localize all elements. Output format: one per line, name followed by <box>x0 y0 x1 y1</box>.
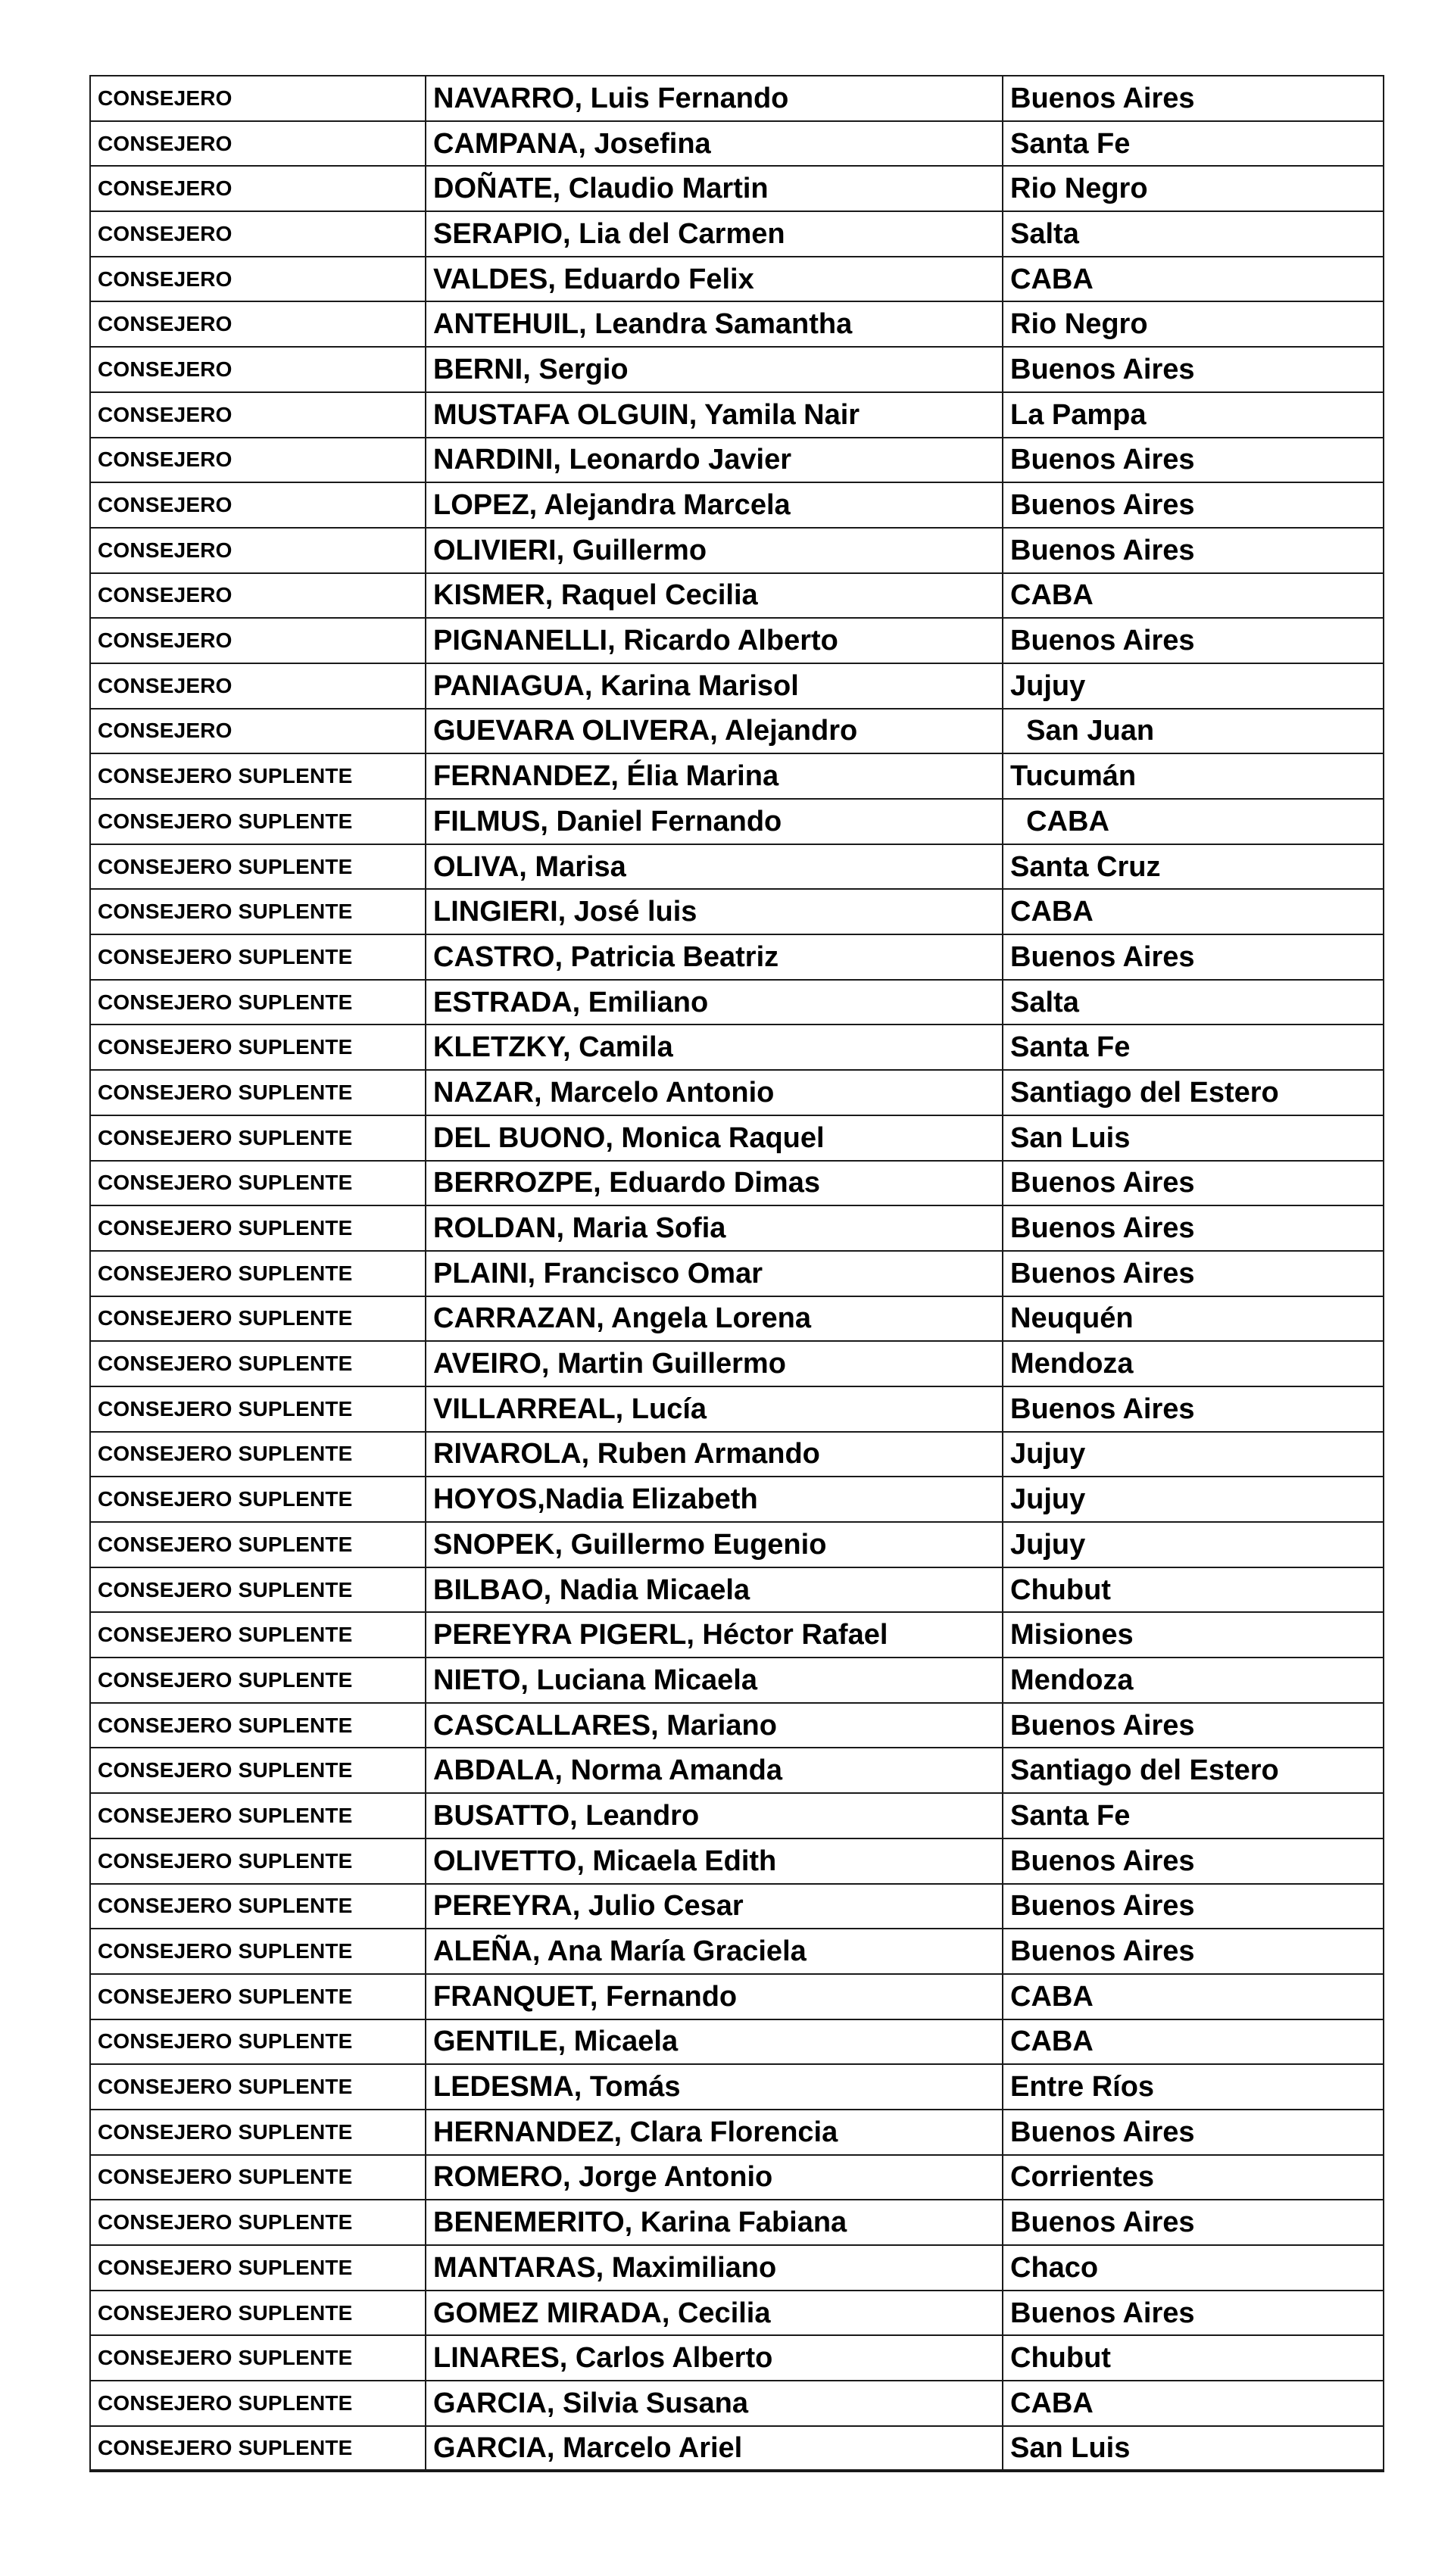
name-cell: BILBAO, Nadia Micaela <box>426 1567 1003 1613</box>
table-row <box>90 1703 1384 1748</box>
name-cell: MANTARAS, Maximiliano <box>426 2245 1003 2291</box>
table-row <box>90 1658 1384 1703</box>
name-cell: VALDES, Eduardo Felix <box>426 257 1003 302</box>
role-cell: CONSEJERO SUPLENTE <box>90 1386 426 1432</box>
name-cell: ROMERO, Jorge Antonio <box>426 2155 1003 2200</box>
role-cell: CONSEJERO SUPLENTE <box>90 2381 426 2426</box>
name-cell: ABDALA, Norma Amanda <box>426 1748 1003 1793</box>
name-cell: BERROZPE, Eduardo Dimas <box>426 1161 1003 1206</box>
role-cell: CONSEJERO <box>90 166 426 211</box>
province-cell: Misiones <box>1003 1612 1384 1658</box>
role-cell: CONSEJERO SUPLENTE <box>90 1296 426 1342</box>
name-cell: GARCIA, Marcelo Ariel <box>426 2426 1003 2472</box>
name-cell: CASCALLARES, Mariano <box>426 1703 1003 1748</box>
role-cell: CONSEJERO <box>90 347 426 392</box>
name-cell: GARCIA, Silvia Susana <box>426 2381 1003 2426</box>
province-cell: CABA <box>1003 2381 1384 2426</box>
province-cell: Chubut <box>1003 1567 1384 1613</box>
table-row <box>90 392 1384 438</box>
name-cell: RIVAROLA, Ruben Armando <box>426 1432 1003 1477</box>
role-cell: CONSEJERO <box>90 257 426 302</box>
name-cell: LINARES, Carlos Alberto <box>426 2335 1003 2381</box>
role-cell: CONSEJERO SUPLENTE <box>90 980 426 1025</box>
table-row <box>90 2110 1384 2155</box>
table-row <box>90 980 1384 1025</box>
province-cell: Mendoza <box>1003 1341 1384 1386</box>
role-cell: CONSEJERO <box>90 301 426 347</box>
name-cell: ESTRADA, Emiliano <box>426 980 1003 1025</box>
province-cell: Buenos Aires <box>1003 1161 1384 1206</box>
role-cell: CONSEJERO SUPLENTE <box>90 2426 426 2472</box>
role-cell: CONSEJERO SUPLENTE <box>90 934 426 980</box>
name-cell: LEDESMA, Tomás <box>426 2064 1003 2110</box>
province-cell: Buenos Aires <box>1003 2110 1384 2155</box>
province-cell: Mendoza <box>1003 1658 1384 1703</box>
table-row <box>90 1386 1384 1432</box>
province-cell: San Juan <box>1003 709 1384 754</box>
province-cell: Santa Fe <box>1003 1024 1384 1070</box>
name-cell: LINGIERI, José luis <box>426 889 1003 934</box>
table-row <box>90 2291 1384 2336</box>
province-cell: Buenos Aires <box>1003 347 1384 392</box>
name-cell: OLIVETTO, Micaela Edith <box>426 1838 1003 1884</box>
role-cell: CONSEJERO SUPLENTE <box>90 2245 426 2291</box>
name-cell: SERAPIO, Lia del Carmen <box>426 211 1003 257</box>
table-row <box>90 301 1384 347</box>
province-cell: Tucumán <box>1003 753 1384 799</box>
province-cell: Salta <box>1003 211 1384 257</box>
role-cell: CONSEJERO SUPLENTE <box>90 1567 426 1613</box>
province-cell: Santiago del Estero <box>1003 1748 1384 1793</box>
table-row <box>90 1070 1384 1115</box>
table-row <box>90 2335 1384 2381</box>
province-cell: Jujuy <box>1003 663 1384 709</box>
role-cell: CONSEJERO SUPLENTE <box>90 1161 426 1206</box>
role-cell: CONSEJERO SUPLENTE <box>90 1612 426 1658</box>
name-cell: VILLARREAL, Lucía <box>426 1386 1003 1432</box>
province-cell: Buenos Aires <box>1003 1386 1384 1432</box>
province-cell: Buenos Aires <box>1003 2200 1384 2245</box>
role-cell: CONSEJERO <box>90 392 426 438</box>
table-row <box>90 1522 1384 1567</box>
role-cell: CONSEJERO SUPLENTE <box>90 2110 426 2155</box>
name-cell: KISMER, Raquel Cecilia <box>426 573 1003 619</box>
name-cell: DOÑATE, Claudio Martin <box>426 166 1003 211</box>
table-row <box>90 573 1384 619</box>
role-cell: CONSEJERO SUPLENTE <box>90 2335 426 2381</box>
province-cell: Buenos Aires <box>1003 1838 1384 1884</box>
role-cell: CONSEJERO SUPLENTE <box>90 2200 426 2245</box>
name-cell: KLETZKY, Camila <box>426 1024 1003 1070</box>
role-cell: CONSEJERO SUPLENTE <box>90 2064 426 2110</box>
province-cell: Jujuy <box>1003 1522 1384 1567</box>
name-cell: FERNANDEZ, Élia Marina <box>426 753 1003 799</box>
name-cell: MUSTAFA OLGUIN, Yamila Nair <box>426 392 1003 438</box>
role-cell: CONSEJERO SUPLENTE <box>90 844 426 890</box>
table-row <box>90 257 1384 302</box>
province-cell: CABA <box>1003 2019 1384 2065</box>
province-cell: Santiago del Estero <box>1003 1070 1384 1115</box>
role-cell: CONSEJERO SUPLENTE <box>90 1477 426 1522</box>
name-cell: NIETO, Luciana Micaela <box>426 1658 1003 1703</box>
role-cell: CONSEJERO <box>90 573 426 619</box>
name-cell: LOPEZ, Alejandra Marcela <box>426 482 1003 528</box>
table-row <box>90 1612 1384 1658</box>
province-cell: Buenos Aires <box>1003 934 1384 980</box>
name-cell: OLIVIERI, Guillermo <box>426 528 1003 573</box>
table-row <box>90 438 1384 483</box>
province-cell: Santa Cruz <box>1003 844 1384 890</box>
role-cell: CONSEJERO <box>90 709 426 754</box>
role-cell: CONSEJERO SUPLENTE <box>90 799 426 844</box>
province-cell: Corrientes <box>1003 2155 1384 2200</box>
province-cell: CABA <box>1003 889 1384 934</box>
name-cell: GUEVARA OLIVERA, Alejandro <box>426 709 1003 754</box>
name-cell: HOYOS,Nadia Elizabeth <box>426 1477 1003 1522</box>
role-cell: CONSEJERO SUPLENTE <box>90 1522 426 1567</box>
table-row <box>90 2200 1384 2245</box>
role-cell: CONSEJERO SUPLENTE <box>90 1658 426 1703</box>
table-row <box>90 1793 1384 1838</box>
name-cell: CASTRO, Patricia Beatriz <box>426 934 1003 980</box>
province-cell: Rio Negro <box>1003 301 1384 347</box>
role-cell: CONSEJERO SUPLENTE <box>90 1929 426 1974</box>
table-row <box>90 1477 1384 1522</box>
role-cell: CONSEJERO <box>90 76 426 121</box>
province-cell: Santa Fe <box>1003 1793 1384 1838</box>
table-row <box>90 1205 1384 1251</box>
role-cell: CONSEJERO SUPLENTE <box>90 1793 426 1838</box>
name-cell: FILMUS, Daniel Fernando <box>426 799 1003 844</box>
province-cell: San Luis <box>1003 1115 1384 1161</box>
name-cell: BENEMERITO, Karina Fabiana <box>426 2200 1003 2245</box>
role-cell: CONSEJERO <box>90 438 426 483</box>
province-cell: Buenos Aires <box>1003 2291 1384 2336</box>
table-row <box>90 2155 1384 2200</box>
table-row <box>90 2426 1384 2472</box>
table-row <box>90 934 1384 980</box>
province-cell: Buenos Aires <box>1003 1703 1384 1748</box>
role-cell: CONSEJERO SUPLENTE <box>90 2019 426 2065</box>
province-cell: Santa Fe <box>1003 121 1384 167</box>
name-cell: BUSATTO, Leandro <box>426 1793 1003 1838</box>
table-row <box>90 2381 1384 2426</box>
province-cell: CABA <box>1003 257 1384 302</box>
province-cell: Entre Ríos <box>1003 2064 1384 2110</box>
province-cell: Buenos Aires <box>1003 76 1384 121</box>
table-row <box>90 166 1384 211</box>
province-cell: Buenos Aires <box>1003 618 1384 663</box>
table-row <box>90 1432 1384 1477</box>
role-cell: CONSEJERO SUPLENTE <box>90 1205 426 1251</box>
table-row <box>90 528 1384 573</box>
table-row <box>90 76 1384 121</box>
role-cell: CONSEJERO <box>90 482 426 528</box>
role-cell: CONSEJERO <box>90 663 426 709</box>
name-cell: ALEÑA, Ana María Graciela <box>426 1929 1003 1974</box>
role-cell: CONSEJERO SUPLENTE <box>90 1341 426 1386</box>
table-row <box>90 618 1384 663</box>
table-row <box>90 1161 1384 1206</box>
role-cell: CONSEJERO SUPLENTE <box>90 1703 426 1748</box>
province-cell: Rio Negro <box>1003 166 1384 211</box>
name-cell: NARDINI, Leonardo Javier <box>426 438 1003 483</box>
table-row <box>90 1884 1384 1929</box>
province-cell: Buenos Aires <box>1003 482 1384 528</box>
province-cell: Jujuy <box>1003 1432 1384 1477</box>
table-row <box>90 1024 1384 1070</box>
table-row <box>90 482 1384 528</box>
province-cell: Salta <box>1003 980 1384 1025</box>
role-cell: CONSEJERO SUPLENTE <box>90 889 426 934</box>
name-cell: GENTILE, Micaela <box>426 2019 1003 2065</box>
table-row <box>90 2064 1384 2110</box>
roster-table <box>89 75 1384 2472</box>
name-cell: HERNANDEZ, Clara Florencia <box>426 2110 1003 2155</box>
province-cell: CABA <box>1003 573 1384 619</box>
role-cell: CONSEJERO SUPLENTE <box>90 1838 426 1884</box>
role-cell: CONSEJERO SUPLENTE <box>90 1115 426 1161</box>
role-cell: CONSEJERO SUPLENTE <box>90 1070 426 1115</box>
province-cell: San Luis <box>1003 2426 1384 2472</box>
province-cell: Chubut <box>1003 2335 1384 2381</box>
role-cell: CONSEJERO SUPLENTE <box>90 1432 426 1477</box>
role-cell: CONSEJERO <box>90 211 426 257</box>
province-cell: Buenos Aires <box>1003 438 1384 483</box>
name-cell: CAMPANA, Josefina <box>426 121 1003 167</box>
province-cell: Buenos Aires <box>1003 528 1384 573</box>
province-cell: Buenos Aires <box>1003 1205 1384 1251</box>
name-cell: GOMEZ MIRADA, Cecilia <box>426 2291 1003 2336</box>
province-cell: Buenos Aires <box>1003 1251 1384 1296</box>
name-cell: CARRAZAN, Angela Lorena <box>426 1296 1003 1342</box>
role-cell: CONSEJERO SUPLENTE <box>90 2155 426 2200</box>
table-row <box>90 709 1384 754</box>
table-row <box>90 889 1384 934</box>
table-row <box>90 799 1384 844</box>
role-cell: CONSEJERO SUPLENTE <box>90 1748 426 1793</box>
name-cell: SNOPEK, Guillermo Eugenio <box>426 1522 1003 1567</box>
role-cell: CONSEJERO SUPLENTE <box>90 1884 426 1929</box>
name-cell: FRANQUET, Fernando <box>426 1974 1003 2019</box>
table-row <box>90 211 1384 257</box>
province-cell: CABA <box>1003 799 1384 844</box>
table-row <box>90 1838 1384 1884</box>
table-row <box>90 844 1384 890</box>
province-cell: CABA <box>1003 1974 1384 2019</box>
name-cell: ANTEHUIL, Leandra Samantha <box>426 301 1003 347</box>
table-row <box>90 1251 1384 1296</box>
role-cell: CONSEJERO <box>90 618 426 663</box>
name-cell: PANIAGUA, Karina Marisol <box>426 663 1003 709</box>
role-cell: CONSEJERO SUPLENTE <box>90 1974 426 2019</box>
role-cell: CONSEJERO <box>90 528 426 573</box>
name-cell: BERNI, Sergio <box>426 347 1003 392</box>
name-cell: OLIVA, Marisa <box>426 844 1003 890</box>
table-row <box>90 1341 1384 1386</box>
table-row <box>90 753 1384 799</box>
name-cell: NAZAR, Marcelo Antonio <box>426 1070 1003 1115</box>
province-cell: Jujuy <box>1003 1477 1384 1522</box>
table-row <box>90 1567 1384 1613</box>
province-cell: Buenos Aires <box>1003 1884 1384 1929</box>
name-cell: AVEIRO, Martin Guillermo <box>426 1341 1003 1386</box>
roster-table-body <box>90 76 1384 2471</box>
role-cell: CONSEJERO SUPLENTE <box>90 2291 426 2336</box>
table-row <box>90 347 1384 392</box>
name-cell: DEL BUONO, Monica Raquel <box>426 1115 1003 1161</box>
table-row <box>90 2245 1384 2291</box>
table-row <box>90 1748 1384 1793</box>
role-cell: CONSEJERO SUPLENTE <box>90 1024 426 1070</box>
table-row <box>90 1929 1384 1974</box>
table-row <box>90 1115 1384 1161</box>
table-row <box>90 1296 1384 1342</box>
table-row <box>90 1974 1384 2019</box>
role-cell: CONSEJERO <box>90 121 426 167</box>
name-cell: ROLDAN, Maria Sofia <box>426 1205 1003 1251</box>
name-cell: PLAINI, Francisco Omar <box>426 1251 1003 1296</box>
name-cell: PIGNANELLI, Ricardo Alberto <box>426 618 1003 663</box>
table-row <box>90 663 1384 709</box>
province-cell: Buenos Aires <box>1003 1929 1384 1974</box>
table-row <box>90 2019 1384 2065</box>
roster-document <box>89 75 1383 2472</box>
name-cell: NAVARRO, Luis Fernando <box>426 76 1003 121</box>
province-cell: Chaco <box>1003 2245 1384 2291</box>
role-cell: CONSEJERO SUPLENTE <box>90 1251 426 1296</box>
table-row <box>90 121 1384 167</box>
name-cell: PEREYRA, Julio Cesar <box>426 1884 1003 1929</box>
name-cell: PEREYRA PIGERL, Héctor Rafael <box>426 1612 1003 1658</box>
province-cell: Neuquén <box>1003 1296 1384 1342</box>
role-cell: CONSEJERO SUPLENTE <box>90 753 426 799</box>
province-cell: La Pampa <box>1003 392 1384 438</box>
